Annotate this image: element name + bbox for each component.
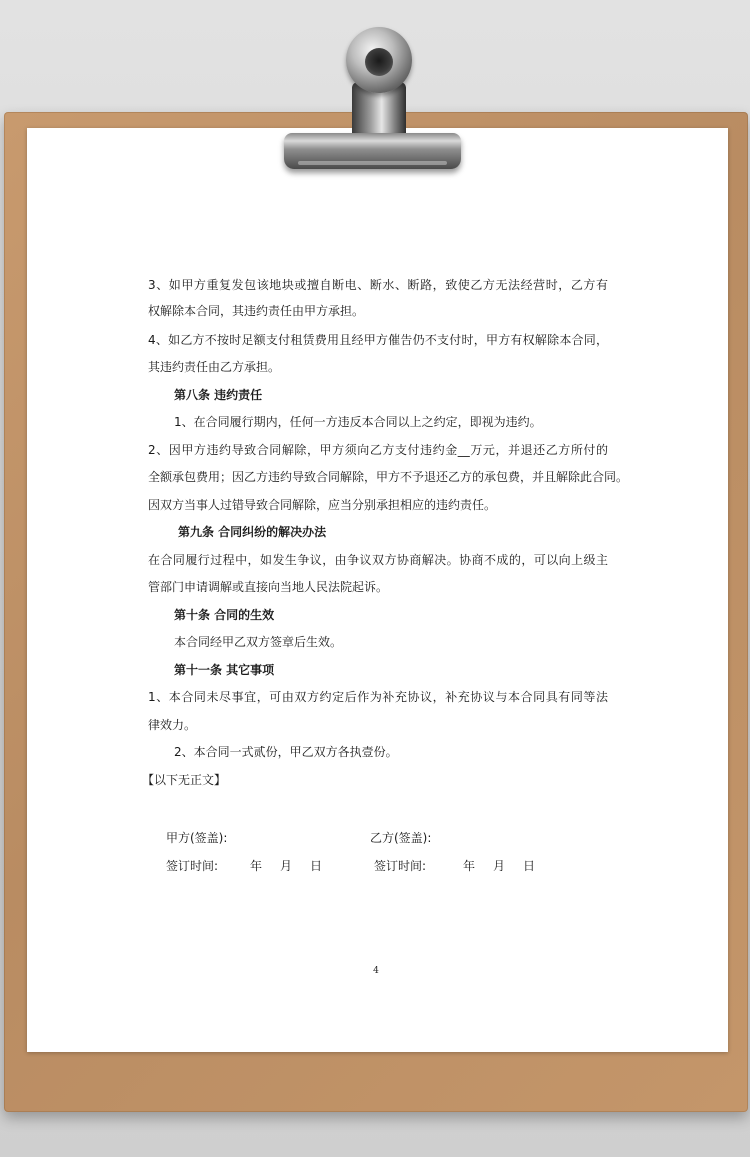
paragraph-line: 本合同经甲乙双方签章后生效。 xyxy=(174,635,343,649)
section-heading: 第十一条 其它事项 xyxy=(174,663,275,677)
paragraph-line: 在合同履行过程中，如发生争议，由争议双方协商解决。协商不成的，可以向上级主 xyxy=(148,553,608,567)
paragraph-line: 管部门申请调解或直接向当地人民法院起诉。 xyxy=(148,580,389,594)
party-a-month-label: 月 xyxy=(280,859,293,873)
party-a-sign-time-label: 签订时间: xyxy=(166,859,219,873)
party-b-year-label: 年 xyxy=(463,859,476,873)
party-b-day-label: 日 xyxy=(523,859,536,873)
binder-clip-hole xyxy=(365,48,393,76)
paragraph-line: 3、如甲方重复发包该地块或擅自断电、断水、断路，致使乙方无法经营时，乙方有 xyxy=(148,278,608,292)
section-heading: 第十条 合同的生效 xyxy=(174,608,275,622)
paragraph-line: 律效力。 xyxy=(148,718,197,732)
binder-clip-base xyxy=(284,133,461,169)
paragraph-line: 2、因甲方违约导致合同解除，甲方须向乙方支付违约金__万元，并退还乙方所付的 xyxy=(148,443,608,457)
party-a-signature-label: 甲方(签盖): xyxy=(166,831,228,845)
paragraph-line: 全额承包费用；因乙方违约导致合同解除，甲方不予退还乙方的承包费，并且解除此合同。 xyxy=(148,470,629,484)
party-b-signature-label: 乙方(签盖): xyxy=(370,831,432,845)
party-b-sign-time-label: 签订时间: xyxy=(374,859,427,873)
section-heading: 第八条 违约责任 xyxy=(174,388,263,402)
paragraph-line: 1、本合同未尽事宜，可由双方约定后作为补充协议，补充协议与本合同具有同等法 xyxy=(148,690,608,704)
section-heading: 第九条 合同纠纷的解决办法 xyxy=(178,525,327,539)
party-a-day-label: 日 xyxy=(310,859,323,873)
party-b-month-label: 月 xyxy=(493,859,506,873)
end-of-text-note: 【以下无正文】 xyxy=(142,773,227,787)
paragraph-line: 4、如乙方不按时足额支付租赁费用且经甲方催告仍不支付时，甲方有权解除本合同， xyxy=(148,333,608,347)
paragraph-line: 因双方当事人过错导致合同解除，应当分别承担相应的违约责任。 xyxy=(148,498,497,512)
paragraph-line: 权解除本合同，其违约责任由甲方承担。 xyxy=(148,304,365,318)
page-number: 4 xyxy=(373,966,379,976)
paragraph-line: 其违约责任由乙方承担。 xyxy=(148,360,281,374)
party-a-year-label: 年 xyxy=(250,859,263,873)
paragraph-line: 2、本合同一式贰份，甲乙双方各执壹份。 xyxy=(174,745,398,759)
paragraph-line: 1、在合同履行期内，任何一方违反本合同以上之约定，即视为违约。 xyxy=(174,415,542,429)
